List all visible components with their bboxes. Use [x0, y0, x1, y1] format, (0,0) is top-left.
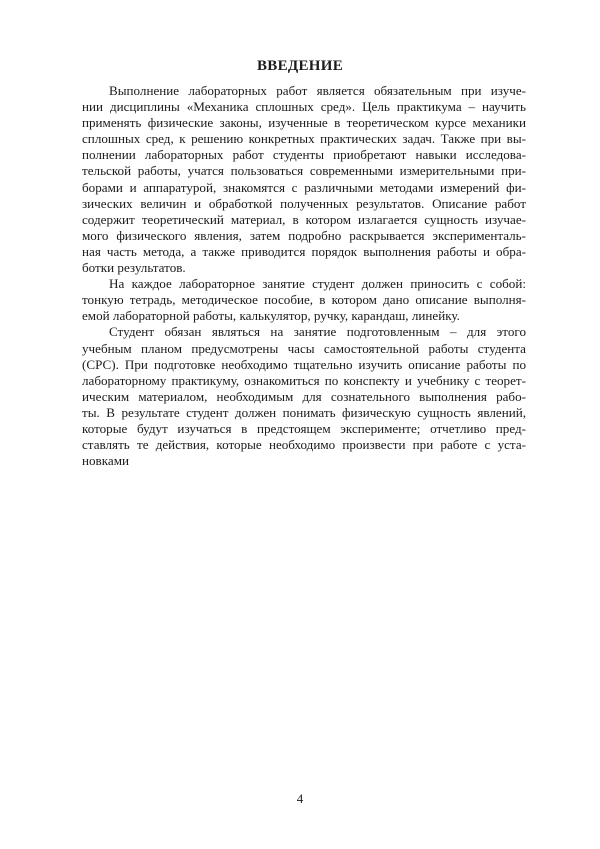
text-line: тонкую тетрадь, методическое пособие, в котором дано описание выполня- [82, 292, 526, 308]
page-title: ВВЕДЕНИЕ [256, 58, 344, 74]
text-line: нии дисциплины «Механика сплошных сред». Цель практикума – научить [82, 99, 526, 115]
text-line: сплошных сред, к решению конкретных практических задач. Также при вы- [82, 131, 526, 147]
text-line: ическим материалом, необходимым для сознательного выполнения рабо- [82, 388, 526, 404]
text-line: Студент обязан являться на занятие подготовленным – для этого [109, 324, 526, 340]
text-line: зических величин и обработкой полученных результатов. Описание работ [82, 195, 526, 211]
text-line: На каждое лабораторное занятие студент должен приносить с собой: [109, 276, 526, 292]
text-line: ставлять те действия, которые необходимо произвести при работе с уста- [82, 437, 526, 453]
paragraph-2 [82, 276, 526, 324]
text-line: ная часть метода, а также приводится порядок выполнения работы и обра- [82, 243, 526, 259]
page-number: 4 [296, 791, 304, 806]
text-line: Выполнение лабораторных работ является обязательным при изуче- [109, 83, 526, 98]
text-line: (СРС). При подготовке необходимо тщательно изучить описание работы по [82, 356, 526, 372]
text-line: полнении лабораторных работ студенты приобретают навыки исследова- [82, 147, 526, 163]
text-line: мого физического явления, затем подробно раскрывается эксперименталь- [82, 227, 526, 243]
text-line: ботки результатов. [82, 260, 186, 276]
paragraph-1 [82, 83, 526, 276]
text-line: применять физические законы, изученные в теоретическом курсе механики [82, 115, 526, 131]
body-text [82, 83, 526, 469]
paragraph-3 [82, 324, 526, 469]
text-line: которые будут изучаться в предстоящем эксперименте; отчетливо пред- [82, 420, 526, 436]
text-line: емой лабораторной работы, калькулятор, ручку, карандаш, линейку. [82, 308, 460, 324]
text-line: содержит теоретический материал, в котором излагается сущность изучае- [82, 211, 526, 227]
text-line: лабораторному практикуму, ознакомиться по конспекту и учебнику с теорет- [82, 372, 526, 388]
text-line: борами и аппаратурой, знакомятся с различными методами измерений фи- [82, 179, 526, 195]
text-line: тельской работы, учатся пользоваться современными измерительными при- [82, 163, 526, 179]
text-line: новками [82, 453, 130, 469]
text-line: ты. В результате студент должен понимать физическую сущность явлений, [82, 404, 526, 420]
text-line: учебным планом предусмотрены часы самостоятельной работы студента [82, 340, 526, 356]
